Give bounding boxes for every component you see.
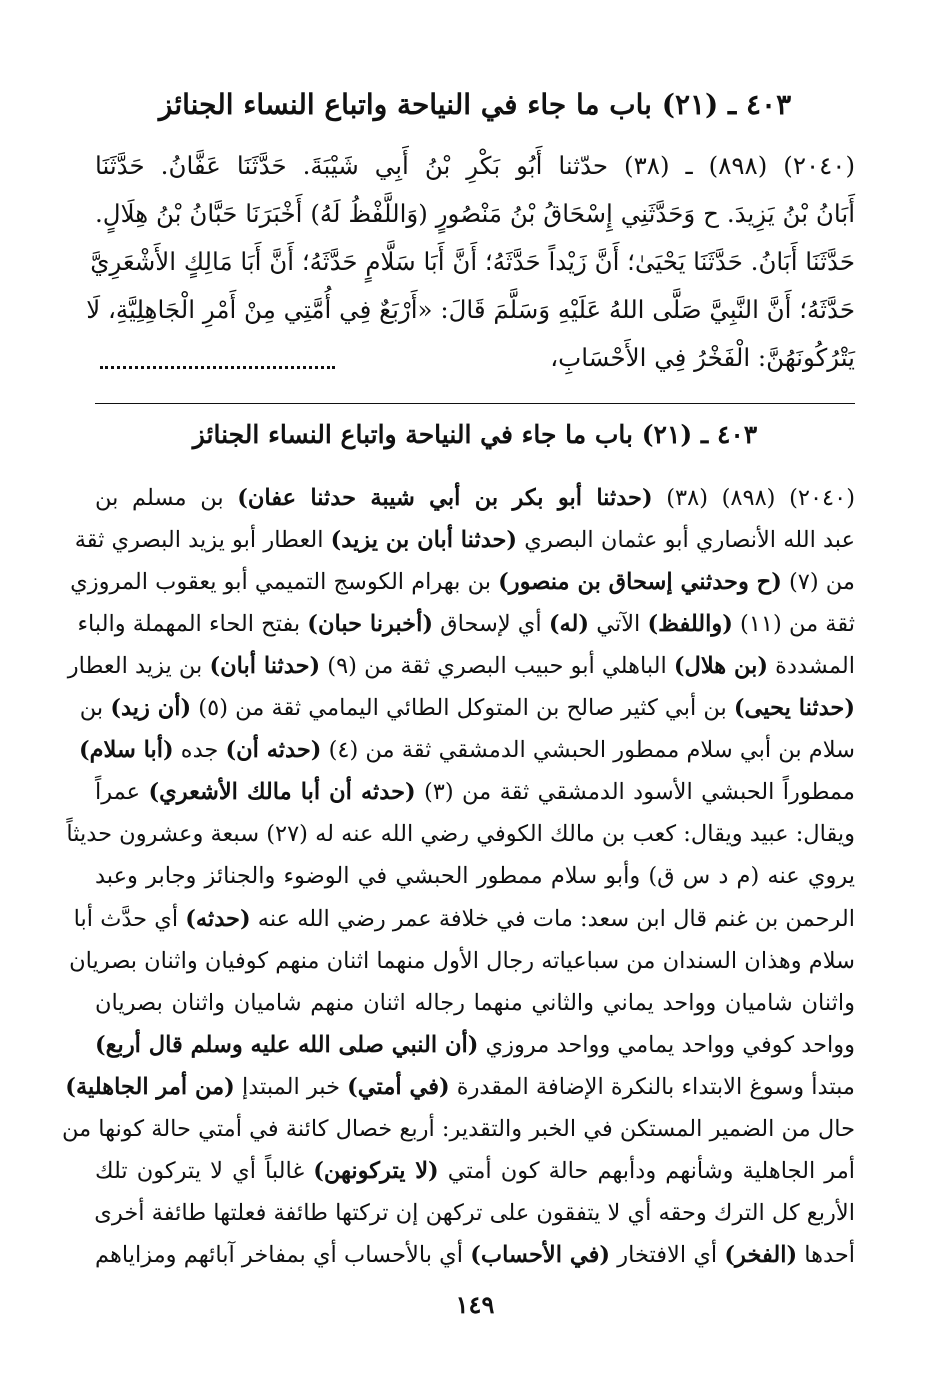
commentary-text: بن	[79, 695, 111, 721]
bold-quoted-text: (في الأحساب)	[470, 1242, 611, 1268]
bold-quoted-text: (حدثنا أبو بكر بن أبي شيبة حدثنا عفان)	[237, 485, 653, 511]
bold-quoted-text: (أن زيد)	[110, 695, 192, 721]
commentary-line	[95, 1238, 855, 1272]
commentary-text: جده	[173, 737, 226, 763]
bold-quoted-text: (واللفظ)	[647, 611, 733, 637]
commentary-line	[95, 986, 855, 1020]
commentary-text: أمر الجاهلية وشأنهم ودأبهم حالة كون أمتي	[438, 1158, 856, 1184]
commentary-text: بفتح الحاء المهملة والباء	[77, 611, 308, 637]
bold-quoted-text: (أبا سلام)	[78, 737, 174, 763]
commentary-line	[95, 1154, 855, 1188]
commentary-text: من (٧)	[781, 569, 855, 595]
commentary-line	[70, 565, 855, 599]
commentary-text: أي الافتخار	[610, 1242, 725, 1268]
commentary-text: الباهلي أبو حبيب البصري ثقة من (٩)	[320, 653, 674, 679]
bold-quoted-text: (له)	[548, 611, 590, 637]
commentary-text: ممطوراً الحبشي الأسود الدمشقي ثقة من (٣)	[415, 779, 855, 805]
commentary-chapter-heading: ٤٠٣ ـ (٢١) باب ما جاء في النياحة واتباع النساء الجنائز	[192, 420, 758, 449]
commentary-line	[77, 607, 855, 641]
commentary-line	[79, 691, 855, 725]
commentary-line	[95, 1196, 855, 1230]
bold-quoted-text: (حدثه)	[185, 906, 251, 932]
commentary-text: أي لإسحاق	[432, 611, 549, 637]
bold-quoted-text: (في أمتي)	[347, 1074, 450, 1100]
commentary-text: الأربع كل الترك وحقه أي لا يتفقون على تركهن إن تركتها طائفة فعلتها طائفة أخرى	[94, 1200, 855, 1226]
bold-quoted-text: (بن هلال)	[673, 653, 769, 679]
commentary-text: المشددة	[768, 653, 855, 679]
commentary-text: أحدها	[797, 1242, 856, 1268]
commentary-line	[95, 1028, 855, 1062]
commentary-text: سلام بن أبي سلام ممطور الحبشي الدمشقي ثقة من (٤)	[321, 737, 855, 763]
commentary-line	[65, 1070, 855, 1104]
commentary-line	[66, 817, 855, 851]
commentary-text: بن بهرام الكوسج التميمي أبو يعقوب المروزي	[70, 569, 499, 595]
commentary-line	[69, 944, 855, 978]
commentary-line	[95, 859, 855, 893]
commentary-text: بن مسلم بن	[95, 485, 238, 511]
commentary-text: أي حدَّث أبا	[73, 906, 186, 932]
commentary-line	[73, 902, 855, 936]
commentary-line	[61, 1112, 855, 1146]
commentary-text: ثقة من (١١)	[732, 611, 855, 637]
commentary-text: ويقال: عبيد ويقال: كعب بن مالك الكوفي رضي الله عنه له (٢٧) سبعة وعشرون حديثاً	[66, 821, 855, 847]
commentary-line	[74, 523, 855, 557]
hadith-line: حَدَّثَهُ؛ أَنَّ النَّبِيَّ صَلَّى اللهُ عَلَيْهِ وَسَلَّمَ قَالَ: «أَرْبَعٌ فِي أُمَّتِي مِنْ أَمْرِ الْجَاهِلِيَّةِ، لَا	[86, 295, 855, 324]
bold-quoted-text: (حدثنا يحيى)	[733, 695, 855, 721]
commentary-text: سلام وهذان السندان من سباعياته رجال الأول منهما اثنان منهم كوفيان واثنان بصريان	[69, 948, 855, 974]
hadith-line: أَبَانُ بْنُ يَزِيدَ. ح وَحَدَّثَنِي إِسْحَاقُ بْنُ مَنْصُورٍ (وَاللَّفْظُ لَهُ) أَخْبَرَنَا حَبَّانُ بْنُ هِلَالٍ.	[95, 199, 855, 228]
bold-quoted-text: (لا يتركونهن)	[313, 1158, 439, 1184]
commentary-text: بن يزيد العطار	[67, 653, 210, 679]
commentary-text: العطار أبو يزيد البصري ثقة	[74, 527, 331, 553]
hadith-chapter-heading: ٤٠٣ ـ (٢١) باب ما جاء في النياحة واتباع النساء الجنائز	[158, 88, 792, 121]
bold-quoted-text: (حدثنا أبان بن يزيد)	[330, 527, 518, 553]
commentary-text: وواحد كوفي وواحد يمامي وواحد مروزي	[478, 1032, 855, 1058]
page-number: ١٤٩	[455, 1290, 495, 1319]
commentary-text: واثنان شاميان وواحد يماني والثاني منهما رجاله اثنان منهم شاميان واثنان بصريان	[95, 990, 855, 1016]
bold-quoted-text: (الفخر)	[724, 1242, 798, 1268]
bold-quoted-text: (حدثه أن)	[225, 737, 322, 763]
bold-quoted-text: (أخبرنا حبان)	[307, 611, 433, 637]
commentary-text: الآتي	[589, 611, 648, 637]
commentary-text: الرحمن بن غنم قال ابن سعد: مات في خلافة عمر رضي الله عنه	[250, 906, 855, 932]
commentary-line	[95, 775, 855, 809]
bold-quoted-text: (حدثه أن أبا مالك الأشعري)	[148, 779, 416, 805]
commentary-text: عبد الله الأنصاري أبو عثمان البصري	[517, 527, 855, 553]
commentary-line	[67, 649, 855, 683]
bold-quoted-text: (ح وحدثني إسحاق بن منصور)	[498, 569, 782, 595]
commentary-text: بن أبي كثير صالح بن المتوكل الطائي اليمامي ثقة من (٥)	[191, 695, 734, 721]
bold-quoted-text: (حدثنا أبان)	[209, 653, 321, 679]
bold-quoted-text: (أن النبي صلى الله عليه وسلم قال أربع)	[94, 1032, 479, 1058]
commentary-line	[95, 481, 855, 515]
hadith-line: (٢٠٤٠) (٨٩٨) ـ (٣٨) حدّثنا أَبُو بَكْرِ بْنُ أَبِي شَيْبَةَ. حَدَّثَنَا عَفَّانُ. حَدَّثَنَا	[95, 151, 856, 180]
commentary-text: حال من الضمير المستكن في الخبر والتقدير: أربع خصال كائنة في أمتي حالة كونها من	[61, 1116, 855, 1142]
bold-quoted-text: (من أمر الجاهلية)	[65, 1074, 235, 1100]
commentary-text: مبتدأ وسوغ الابتداء بالنكرة الإضافة المقدرة	[449, 1074, 855, 1100]
commentary-text: يروي عنه (م د س ق) وأبو سلام ممطور الحبشي في الوضوء والجنائز وجابر وعبد	[95, 863, 856, 889]
commentary-text: أي بالأحساب أي بمفاخر آبائهم ومزاياهم	[95, 1242, 471, 1268]
hadith-line: حَدَّثَنَا أَبَانُ. حَدَّثَنَا يَحْيَىٰ؛ أَنَّ زَيْداً حَدَّثَهُ؛ أَنَّ أَبَا سَلَّامٍ حَدَّثَهُ؛ أَنَّ أَبَا مَالِكٍ الأَشْعَرِيَّ	[90, 247, 855, 276]
commentary-text: خبر المبتدإ	[234, 1074, 348, 1100]
commentary-text: (٢٠٤٠) (٨٩٨) (٣٨)	[652, 485, 855, 511]
separator-rule	[95, 403, 855, 404]
commentary-line	[78, 733, 855, 767]
hadith-line: يَتْرُكُونَهُنَّ: الْفَخْرُ فِي الأَحْسَابِ،	[550, 343, 855, 372]
continuation-dots	[100, 360, 335, 369]
commentary-text: غالباً أي لا يتركون تلك	[95, 1158, 314, 1184]
commentary-text: عمراً	[95, 779, 149, 805]
